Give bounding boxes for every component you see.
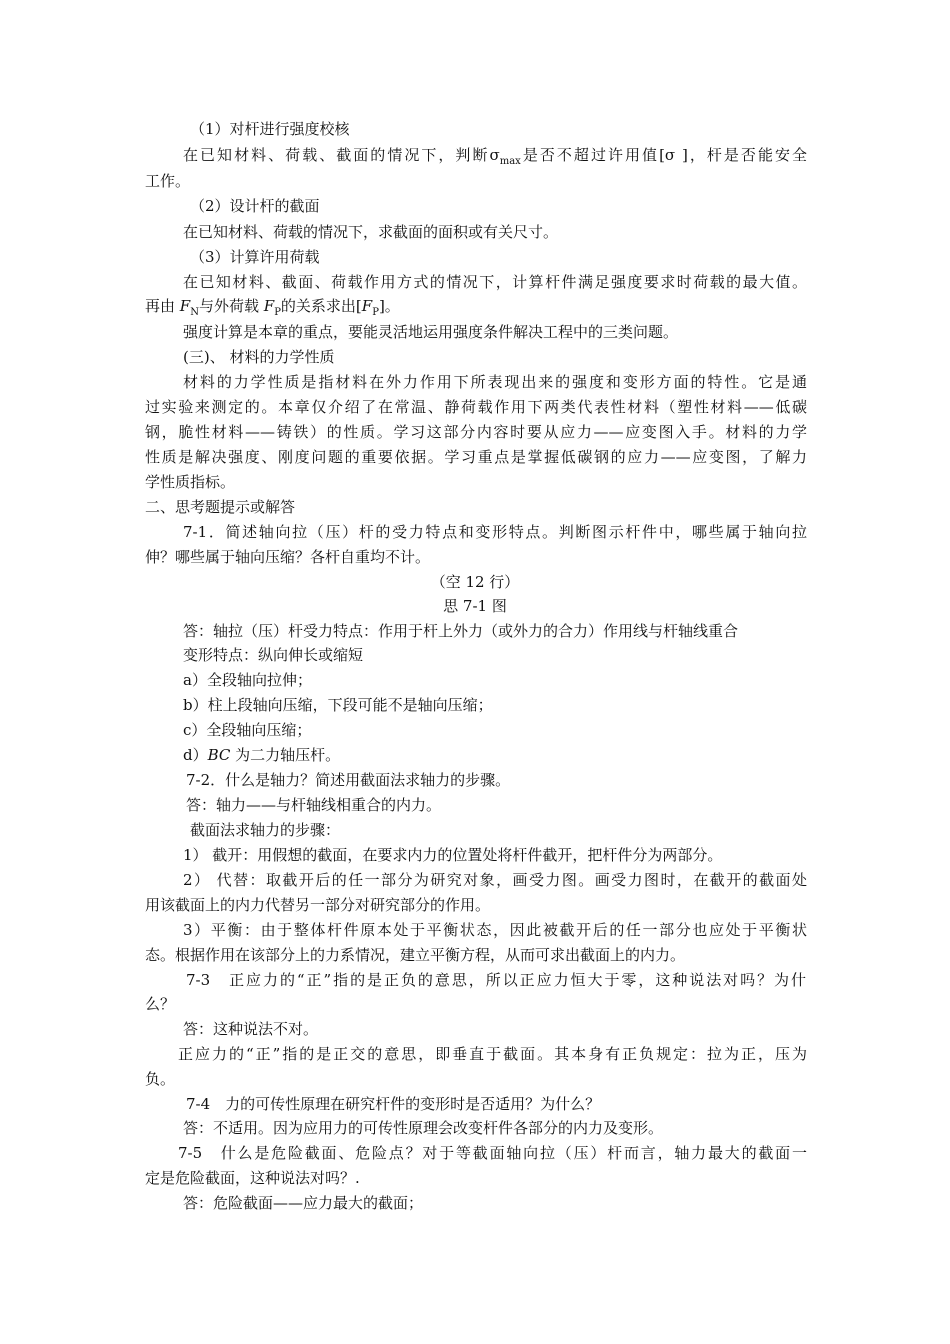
blank-lines-note: （空 12 行） [430,573,520,591]
text-line: 在已知材料、荷载、截面的情况下，判断$\sigma_{max}$是否不超过许用值[σ ]，杆是否能安全 [183,146,807,167]
text-line: 在已知材料、截面、荷载作用方式的情况下，计算杆件满足强度要求时荷载的最大值。 [183,273,807,291]
section-heading-material-properties: (三)、 材料的力学性质 [183,348,335,366]
text-line: 么？ [145,995,176,1013]
text-line: 伸？哪些属于轴向压缩？各杆自重均不计。 [145,548,431,566]
subheading-strength-check: （1）对杆进行强度校核 [190,120,350,138]
text-line: 工作。 [145,172,191,190]
text-line: 在已知材料、荷载的情况下，求截面的面积或有关尺寸。 [183,223,559,241]
text-line: 学性质指标。 [145,473,236,491]
list-item: a）全段轴向拉伸； [183,671,312,689]
list-item: 1） 截开：用假想的截面，在要求内力的位置处将杆件截开，把杆件分为两部分。 [183,846,723,864]
text-line: 态。根据作用在该部分上的力系情况，建立平衡方程，从而可求出截面上的内力。 [145,946,686,964]
answer-line: 答：轴拉（压）杆受力特点：作用于杆上外力（或外力的合力）作用线与杆轴线重合 [183,622,739,640]
list-item: 2） 代替：取截开后的任一部分为研究对象，画受力图。画受力图时，在截开的截面处 [183,871,807,889]
text-line: 过实验来测定的。本章仅介绍了在常温、静荷载作用下两类代表性材料（塑性材料——低碳 [145,398,807,416]
question-7-1: 7-1．简述轴向拉（压）杆的受力特点和变形特点。判断图示杆件中，哪些属于轴向拉 [183,523,807,541]
text-line: 截面法求轴力的步骤： [190,821,341,839]
text-line: 性质是解决强度、刚度问题的重要依据。学习重点是掌握低碳钢的应力——应变图，了解力 [145,448,807,466]
question-7-5: 7-5 什么是危险截面、危险点？对于等截面轴向拉（压）杆而言，轴力最大的截面一 [178,1144,807,1162]
text-line: 再由 $F_N$与外荷载 $F_P$的关系求出$[F_P]$。 [145,297,400,318]
subheading-design-section: （2）设计杆的截面 [190,197,320,215]
answer-line: 答：危险截面——应力最大的截面； [183,1194,424,1212]
figure-caption: 思 7-1 图 [443,597,507,615]
question-7-3: 7-3 正应力的“正”指的是正负的意思，所以正应力恒大于零，这种说法对吗？为什 [186,971,806,989]
text-line: 负。 [145,1070,176,1088]
text-line: 强度计算是本章的重点，要能灵活地运用强度条件解决工程中的三类问题。 [183,323,679,341]
answer-line: 答：轴力——与杆轴线相重合的内力。 [186,796,442,814]
answer-line: 答：这种说法不对。 [183,1020,319,1038]
text-line: 变形特点：纵向伸长或缩短 [183,646,364,664]
text-line: 钢，脆性材料——铸铁）的性质。学习这部分内容时要从应力——应变图入手。材料的力学 [145,423,807,441]
question-7-2: 7-2．什么是轴力？简述用截面法求轴力的步骤。 [186,771,511,789]
list-item: c）全段轴向压缩； [183,721,312,739]
list-item: 3）平衡：由于整体杆件原本处于平衡状态，因此被截开后的任一部分也应处于平衡状 [183,921,807,939]
section-heading-questions: 二、思考题提示或解答 [145,498,296,516]
subheading-allowable-load: （3）计算许用荷载 [190,248,320,266]
question-7-4: 7-4 力的可传性原理在研究杆件的变形时是否适用？为什么？ [186,1095,601,1113]
answer-line: 答：不适用。因为应用力的可传性原理会改变杆件各部分的内力及变形。 [183,1119,664,1137]
text-line: 用该截面上的内力代替另一部分对研究部分的作用。 [145,896,491,914]
text-line: 材料的力学性质是指材料在外力作用下所表现出来的强度和变形方面的特性。它是通 [183,373,807,391]
text-line: 定是危险截面，这种说法对吗？. [145,1169,360,1187]
list-item: b）柱上段轴向压缩，下段可能不是轴向压缩； [183,696,493,714]
text-line: 正应力的“正”指的是正交的意思，即垂直于截面。其本身有正负规定：拉为正，压为 [178,1045,807,1063]
list-item: d）BC 为二力轴压杆。 [183,746,341,764]
